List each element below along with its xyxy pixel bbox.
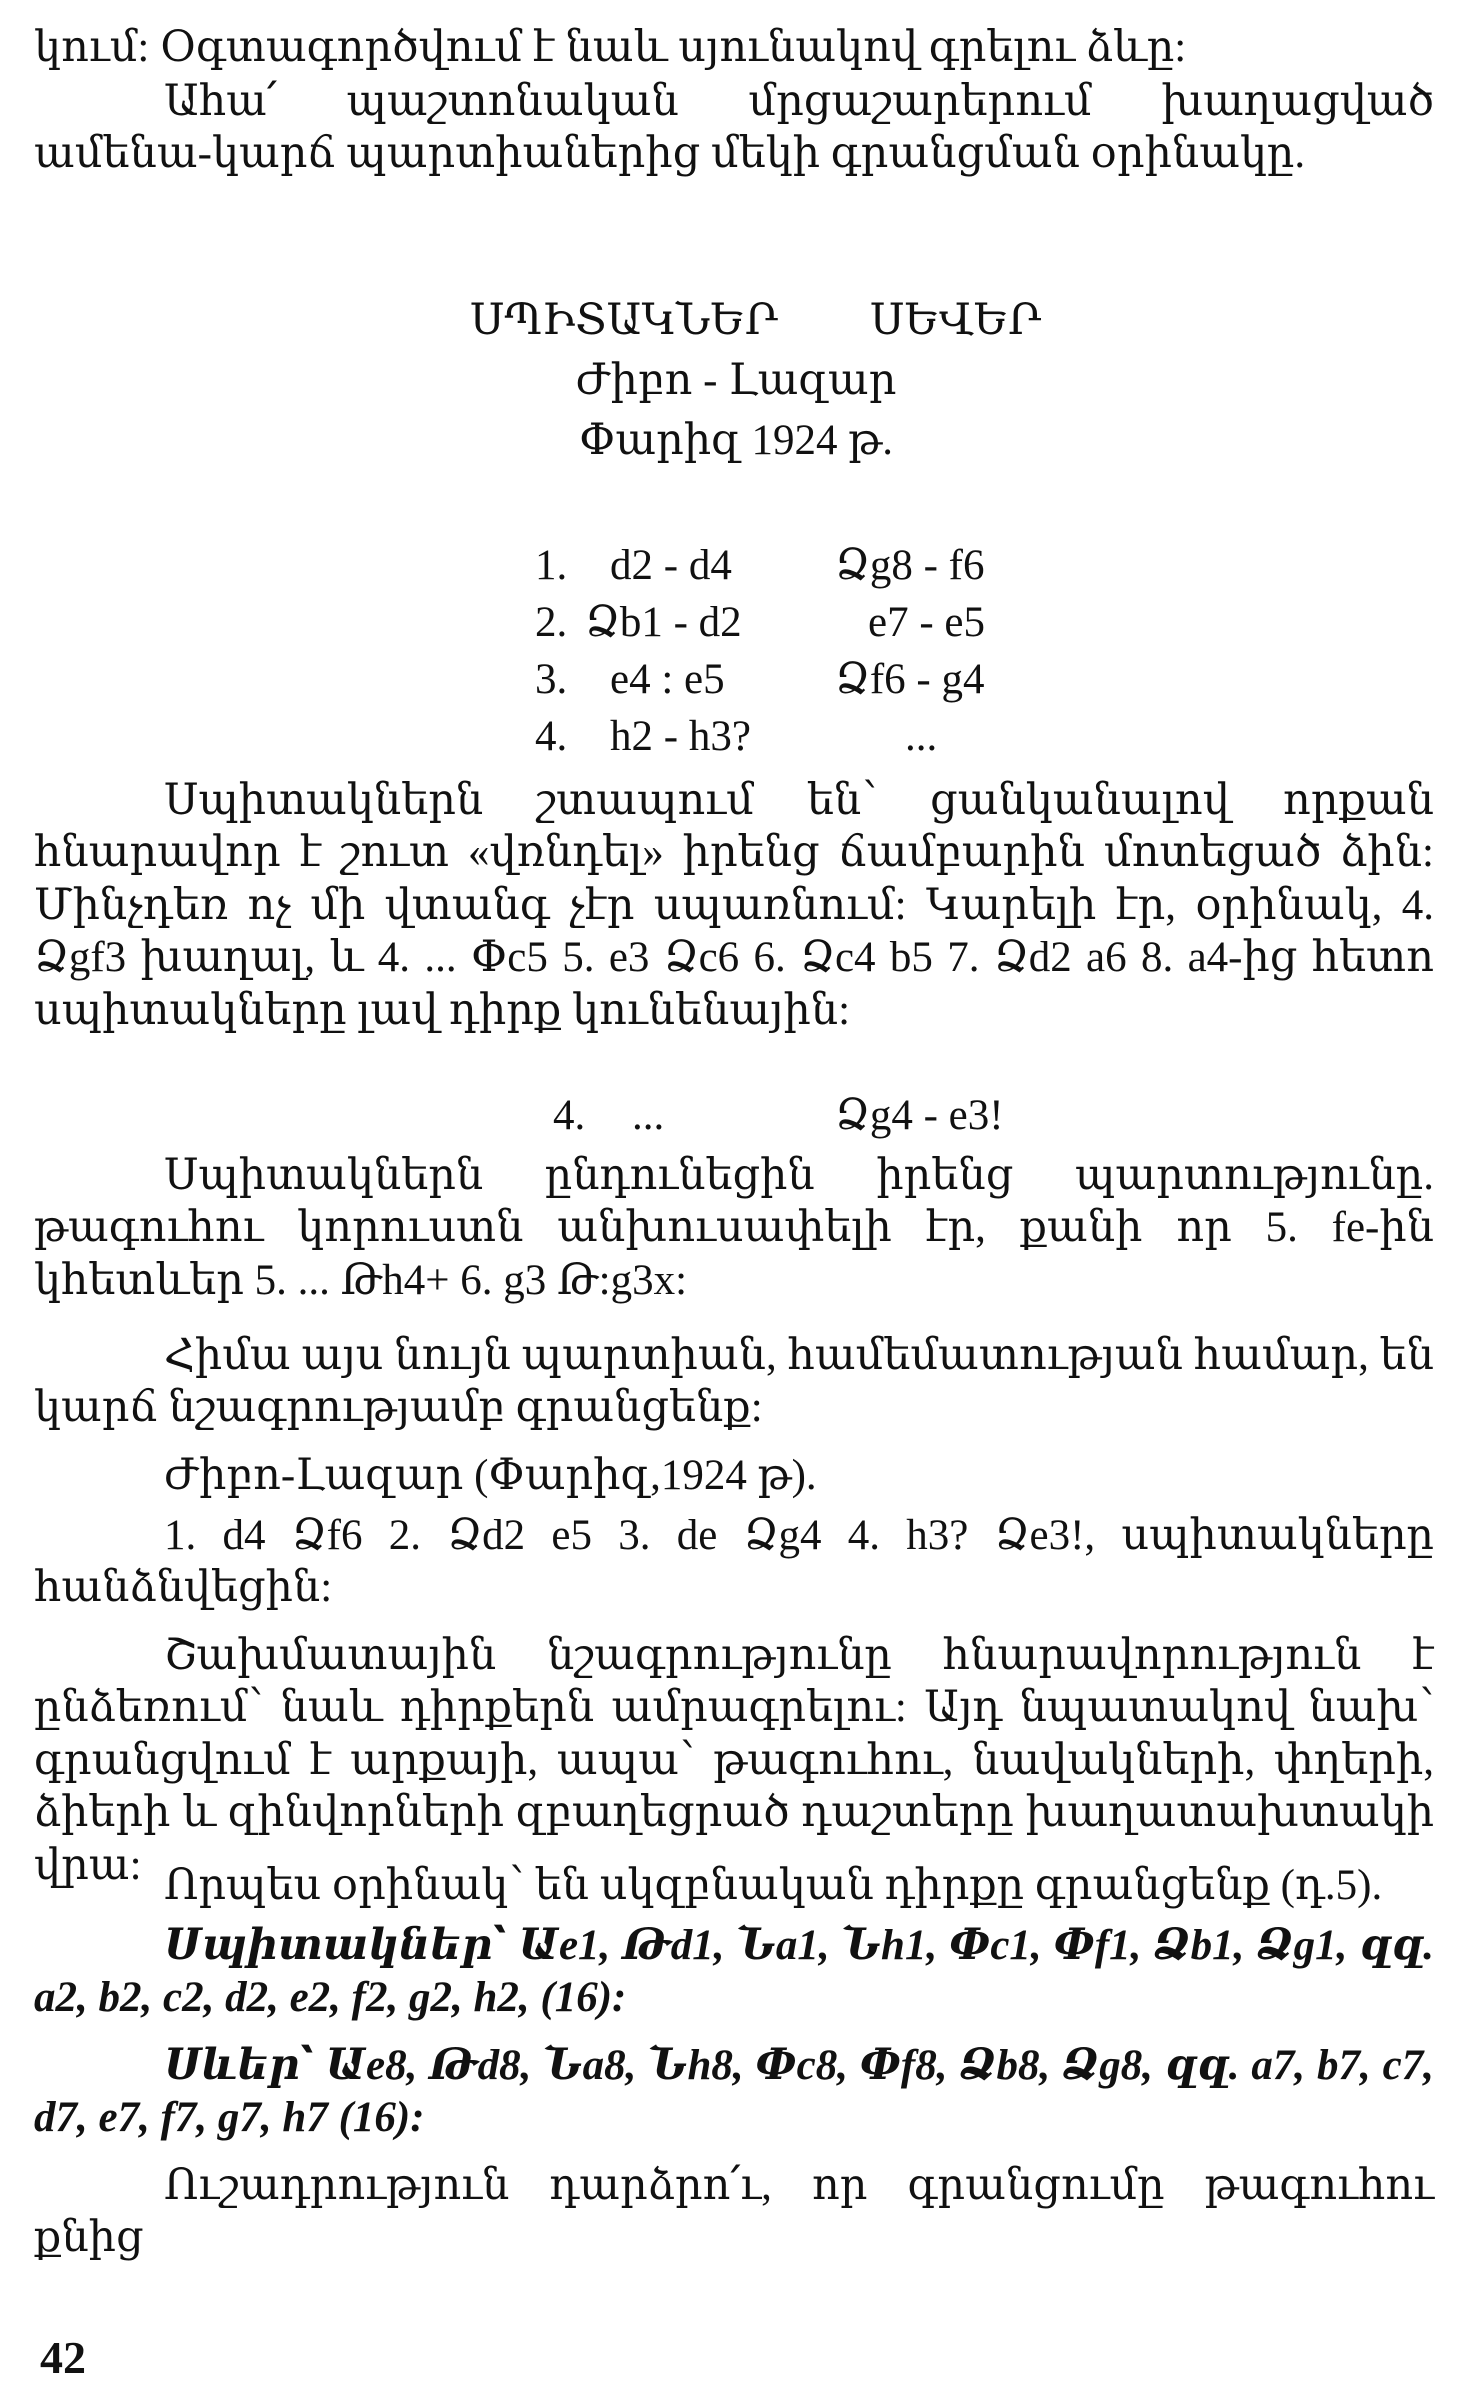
white-move: ... (632, 1092, 665, 1139)
paragraph-3: Հիմա այս նույն պարտիան, համեմատության համար, են կարճ նշագրությամբ գրանցենք: (34, 1332, 1434, 1432)
black-move: ... (905, 713, 938, 760)
intro-line-1: կում: Օգտագործվում է նաև սյունակով գրելու ձևը: (34, 24, 1187, 71)
white-move: e4 : e5 (610, 656, 725, 703)
paragraph-6: Շախմատային նշագրությունը հնարավորություն է ընձեռում՝ նաև դիրքերն ամրագրելու: Այդ նպատակով նախ՝ գրանցվում է արքայի, ապա՝ թագուհու, նավակների, փղերի, ձիերի և զինվորների զբաղեցրած դաշտերը խաղատախտակի վրա: (34, 1632, 1434, 1889)
paragraph-7: Որպես օրինակ՝ են սկզբնական դիրքը գրանցենք (դ.5). (164, 1862, 1383, 1909)
white-move: d2 - d4 (610, 542, 732, 589)
place-year-line: Փարիզ 1924 թ. (579, 417, 893, 464)
move-number: 1. (535, 542, 568, 589)
black-move: Ձg8 - f6 (835, 542, 985, 589)
move-number: 4. (553, 1092, 586, 1139)
black-move: e7 - e5 (868, 599, 985, 646)
move-number: 3. (535, 656, 568, 703)
paragraph-9: Սևեր՝ Աe8, Թd8, Նa8, Նh8, Փc8, Փf8, Ձb8, Ձg8, զզ. a7, b7, c7, d7, e7, f7, g7, h7 (16): (34, 2042, 1434, 2142)
black-heading: ՍԵՎԵՐ (870, 297, 1042, 344)
black-move: Ձg4 - e3! (835, 1092, 1004, 1139)
intro-paragraph: Ահա՛ պաշտոնական մրցաշարերում խաղացված ամենա-կարճ պարտիաներից մեկի գրանցման օրինակը. (34, 78, 1434, 178)
white-heading: ՍՊԻՏԱԿՆԵՐ (470, 297, 779, 344)
white-move: Ձb1 - d2 (585, 599, 742, 646)
page-number: 42 (40, 2332, 86, 2383)
paragraph-5: 1. d4 Ձf6 2. Ձd2 e5 3. de Ձg4 4. h3? Ձe3!, սպիտակները հանձնվեցին: (34, 1512, 1434, 1612)
black-move: Ձf6 - g4 (835, 656, 985, 703)
move-number: 4. (535, 713, 568, 760)
paragraph-10: Ուշադրություն դարձրո՛ւ, որ գրանցումը թագուհու քնից (34, 2162, 1434, 2262)
white-move: h2 - h3? (610, 713, 751, 760)
paragraph-8: Սպիտակներ՝ Աe1, Թd1, Նa1, Նh1, Փc1, Փf1, Ձb1, Ձg1, զզ. a2, b2, c2, d2, e2, f2, g2, h2, (16): (34, 1922, 1434, 2022)
paragraph-2: Սպիտակներն ընդունեցին իրենց պարտությունը. թագուհու կորուստն անխուսափելի էր, քանի որ 5. fe-ին կհետևեր 5. ... Թh4+ 6. g3 Թ:g3x: (34, 1152, 1434, 1304)
paragraph-1: Սպիտակներն շտապում են՝ ցանկանալով որքան հնարավոր է շուտ «վռնդել» իրենց ճամբարին մոտեցած ձին: Մինչդեռ ոչ մի վտանգ չէր սպառնում: Կարելի էր, օրինակ, 4. Ձgf3 խաղալ, և 4. ... Փc5 5. e3 Ձc6 6. Ձc4 b5 7. Ձd2 a6 8. a4-ից հետո սպիտակները լավ դիրք կունենային: (34, 777, 1434, 1034)
players-line: Ժիբո - Լազար (575, 357, 897, 404)
move-number: 2. (535, 599, 568, 646)
paragraph-4: Ժիբո-Լազար (Փարիզ,1924 թ). (164, 1452, 817, 1499)
